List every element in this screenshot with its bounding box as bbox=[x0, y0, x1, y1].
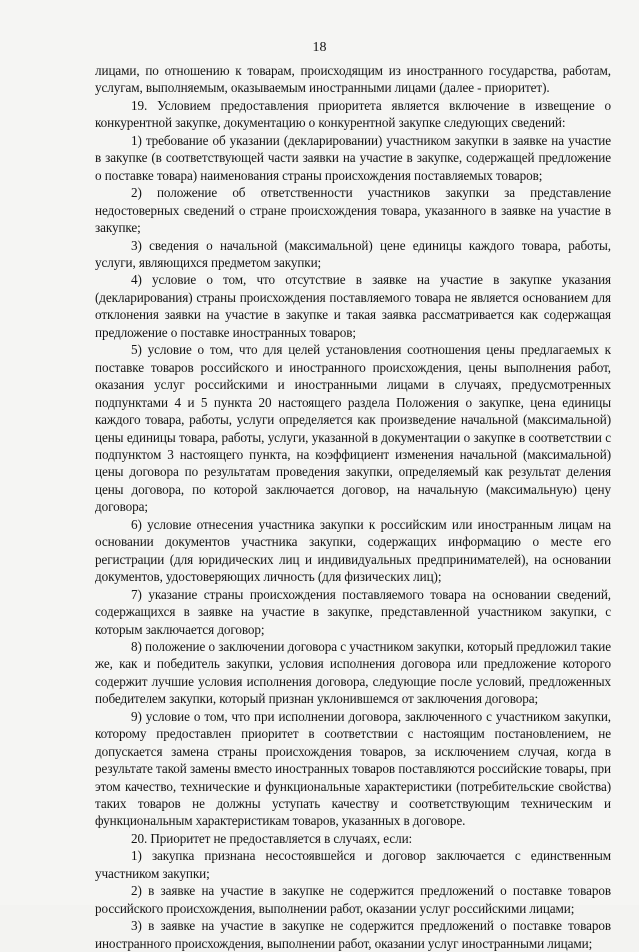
paragraph-intro-continuation: лицами, по отношению к товарам, происходящим из иностранного государства, работам, услугам, выполняемым, оказываемым иностранными лицами (далее - приоритет). bbox=[95, 63, 611, 96]
document-body bbox=[95, 62, 611, 952]
paragraph-19-item-2: 2) положение об ответственности участников закупки за представление недостоверных сведений о стране происхождения товара, указанного в заявке на участие в закупке; bbox=[95, 185, 611, 236]
paragraph-20-item-2: 2) в заявке на участие в закупке не содержится предложений о поставке товаров российского происхождения, выполнении работ, оказании услуг российскими лицами; bbox=[95, 883, 611, 916]
paragraph-20-item-1: 1) закупка признана несостоявшейся и договор заключается с единственным участником закупки; bbox=[95, 848, 611, 881]
paragraph-19-item-7: 7) указание страны происхождения поставляемого товара на основании сведений, содержащихся в заявке на участие в закупке, представленной участником закупки, с которым заключается договор; bbox=[95, 586, 611, 637]
paragraph-20: 20. Приоритет не предоставляется в случаях, если: bbox=[131, 830, 413, 846]
page-number: 18 bbox=[312, 40, 327, 55]
paragraph-19-item-9: 9) условие о том, что при исполнении договора, заключенного с участником закупки, которому предоставлен приоритет в соответствии с настоящим постановлением, не допускается замена страны происхождения товаров, за исключением случая, когда в результате такой замены вместо иностранных товаров поставляются российские товары, при этом качество, технические и функциональные характеристики (потребительские свойства) таких товаров не должны уступать качеству и соответствующим техническим и функциональным характеристикам товаров, указанных в договоре. bbox=[95, 708, 611, 829]
paragraph-20-item-3: 3) в заявке на участие в закупке не содержится предложений о поставке товаров иностранного происхождения, выполнении работ, оказании услуг иностранными лицами; bbox=[95, 918, 611, 951]
paragraph-19-item-5: 5) условие о том, что для целей установления соотношения цены предлагаемых к поставке товаров российского и иностранного происхождения, цены выполнения работ, оказания услуг российскими и иностранными лицами в случаях, предусмотренных подпунктами 4 и 5 пункта 20 настоящего раздела Положения о закупке, цена единицы каждого товара, работы, услуги определяется как произведение начальной (максимальной) цены единицы товара, работы, услуги, указанной в документации о закупке в соответствии с подпунктом 3 настоящего пункта, на коэффициент изменения начальной (максимальной) цены договора по результатам проведения закупки, определяемый как результат деления цены договора, по которой заключается договор, на начальную (максимальную) цену договора; bbox=[95, 342, 611, 515]
paragraph-19: 19. Условием предоставления приоритета является включение в извещение о конкурентной закупке, документацию о конкурентной закупке следующих сведений: bbox=[95, 97, 611, 131]
paragraph-19-item-4: 4) условие о том, что отсутствие в заявке на участие в закупке указания (декларирования) страны происхождения поставляемого товара не является основанием для отклонения заявки на участие в закупке и такая заявка рассматривается как содержащая предложение о поставке иностранных товаров; bbox=[95, 272, 611, 340]
paragraph-19-item-6: 6) условие отнесения участника закупки к российским или иностранным лицам на основании документов участника закупки, содержащих информацию о месте его регистрации (для юридических лиц и индивидуальных предпринимателей), на основании документов, удостоверяющих личность (для физических лиц); bbox=[95, 516, 611, 585]
paragraph-19-item-8: 8) положение о заключении договора с участником закупки, который предложил такие же, как и победитель закупки, условия исполнения договора или предложение которого содержит лучшие условия исполнения договора, следующие после условий, предложенных победителем закупки, который признан уклонившемся от заключения договора; bbox=[95, 638, 611, 707]
paragraph-19-item-1: 1) требование об указании (декларировании) участником закупки в заявке на участие в закупке (в соответствующей части заявки на участие в закупке, содержащей предложение о поставке товара) наименования страны происхождения поставляемых товаров; bbox=[95, 132, 611, 183]
paragraph-19-item-3: 3) сведения о начальной (максимальной) цене единицы каждого товара, работы, услуги, являющихся предметом закупки; bbox=[95, 237, 611, 270]
